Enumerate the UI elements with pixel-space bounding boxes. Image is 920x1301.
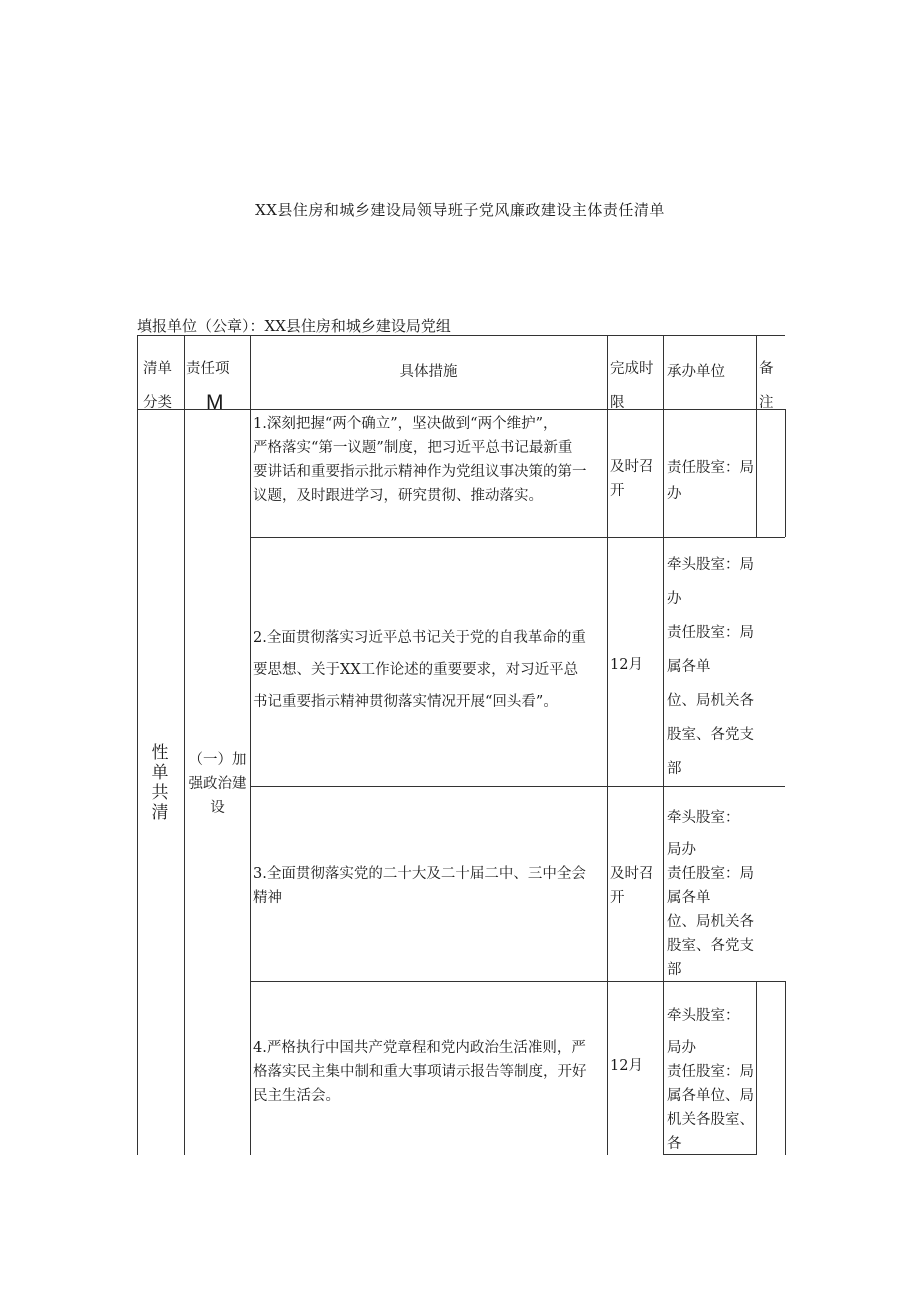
section-label xyxy=(185,748,250,820)
row2-measure xyxy=(253,622,586,718)
row1-unit xyxy=(667,455,754,507)
header-measures: 具体措施 xyxy=(399,364,458,380)
row3-unit-line: 股室、各党支 xyxy=(667,938,754,954)
header-category-line2: 分类 xyxy=(143,395,172,411)
row3-unit-line: 责任股室：局 xyxy=(667,866,754,882)
row4-measure xyxy=(253,1036,587,1108)
row3-deadline-line: 及时召 xyxy=(610,866,654,882)
row3-unit-line: 位、局机关各 xyxy=(667,914,754,930)
row2-unit-line: 属各单 xyxy=(667,659,711,675)
row1-deadline-line: 及时召 xyxy=(610,459,654,475)
row1-measure xyxy=(253,412,587,508)
header-deadline-line2: 限 xyxy=(610,395,625,411)
header-deadline xyxy=(610,352,654,420)
row3-unit xyxy=(667,806,754,982)
row3-measure-line: 3.全面贯彻落实党的二十大及二十届二中、三中全会 xyxy=(253,866,586,882)
row1-measure-line: 议题，及时跟进学习，研究贯彻、推动落实。 xyxy=(253,488,543,504)
row3-unit-line: 局办 xyxy=(667,842,696,858)
row4-unit-line: 属各单位、局 xyxy=(667,1088,754,1104)
row2-unit xyxy=(667,548,754,786)
header-unit: 承办单位 xyxy=(667,364,725,380)
row3-measure-line: 精神 xyxy=(253,890,282,906)
row2-measure-line: 要思想、关于XX工作论述的重要要求，对习近平总 xyxy=(253,662,579,678)
row1-deadline-line: 开 xyxy=(610,483,625,499)
row2-unit-line: 股室、各党支 xyxy=(667,727,754,743)
row4-measure-line: 4.严格执行中国共产党章程和党内政治生活准则，严 xyxy=(253,1040,586,1056)
row2-unit-line: 牵头股室：局 xyxy=(667,557,754,573)
row1-deadline xyxy=(610,455,654,503)
row3-deadline xyxy=(610,862,654,910)
row3-unit-line: 属各单 xyxy=(667,890,711,906)
row4-unit xyxy=(667,1004,754,1156)
row1-measure-line: 严格落实“第一议题”制度，把习近平总书记最新重 xyxy=(253,440,573,456)
row1-measure-line: 1.深刻把握“两个确立”，坚决做到“两个维护”， xyxy=(253,416,558,432)
row4-unit-line: 牵头股室： xyxy=(667,1008,740,1024)
row4-unit-line: 各 xyxy=(667,1136,682,1152)
row4-deadline xyxy=(610,1056,643,1076)
header-item-mark: M xyxy=(206,391,224,414)
row2-measure-line: 书记重要指示精神贯彻落实情况开展“回头看”。 xyxy=(253,694,558,710)
filler-value: XX县住房和城乡建设局党组 xyxy=(264,317,451,335)
header-item xyxy=(186,352,230,420)
header-category xyxy=(143,352,172,420)
header-remark-line2: 注 xyxy=(759,395,774,411)
row4-unit-line: 责任股室：局 xyxy=(667,1064,754,1080)
filler-label: 填报单位（公章）： xyxy=(137,317,265,335)
section-label-line2: 强政治建 xyxy=(188,776,247,792)
header-remark xyxy=(759,352,774,420)
category-char-4: 清 xyxy=(151,803,169,823)
row4-measure-line: 格落实民主集中制和重大事项请示报告等制度，开好 xyxy=(253,1064,587,1080)
row1-unit-line: 责任股室：局 xyxy=(667,460,754,476)
header-item-label: 责任项 xyxy=(186,361,230,377)
row2-measure-line: 2.全面贯彻落实习近平总书记关于党的自我革命的重 xyxy=(253,630,586,646)
header-deadline-line1: 完成时 xyxy=(610,361,654,377)
row2-deadline xyxy=(610,655,643,675)
section-label-line3: 设 xyxy=(210,800,225,816)
row2-unit-line: 责任股室：局 xyxy=(667,625,754,641)
row2-unit-line: 办 xyxy=(667,591,682,607)
row2-unit-line: 位、局机关各 xyxy=(667,693,754,709)
row4-deadline-line: 12月 xyxy=(610,1058,643,1074)
row3-deadline-line: 开 xyxy=(610,890,625,906)
row3-unit-line: 牵头股室： xyxy=(667,810,740,826)
row1-measure-line: 要讲话和重要指示批示精神作为党组议事决策的第一 xyxy=(253,464,587,480)
section-label-line1: （一）加 xyxy=(188,752,247,768)
row3-measure xyxy=(253,862,586,910)
row3-unit-line: 部 xyxy=(667,962,682,978)
row4-measure-line: 民主生活会。 xyxy=(253,1088,340,1104)
row1-unit-line: 办 xyxy=(667,486,682,502)
document-title: XX县住房和城乡建设局领导班子党风廉政建设主体责任清单 xyxy=(255,201,665,219)
category-char-2: 单 xyxy=(151,763,169,783)
row4-unit-line: 局办 xyxy=(667,1040,696,1056)
category-char-1: 性 xyxy=(151,743,169,763)
filler-line xyxy=(137,315,451,336)
category-label xyxy=(149,743,171,823)
header-category-line1: 清单 xyxy=(143,361,172,377)
header-remark-line1: 备 xyxy=(759,361,774,377)
row2-deadline-line: 12月 xyxy=(610,657,643,673)
category-char-3: 共 xyxy=(151,783,169,803)
row4-unit-line: 机关各股室、 xyxy=(667,1112,754,1128)
row2-unit-line: 部 xyxy=(667,761,682,777)
